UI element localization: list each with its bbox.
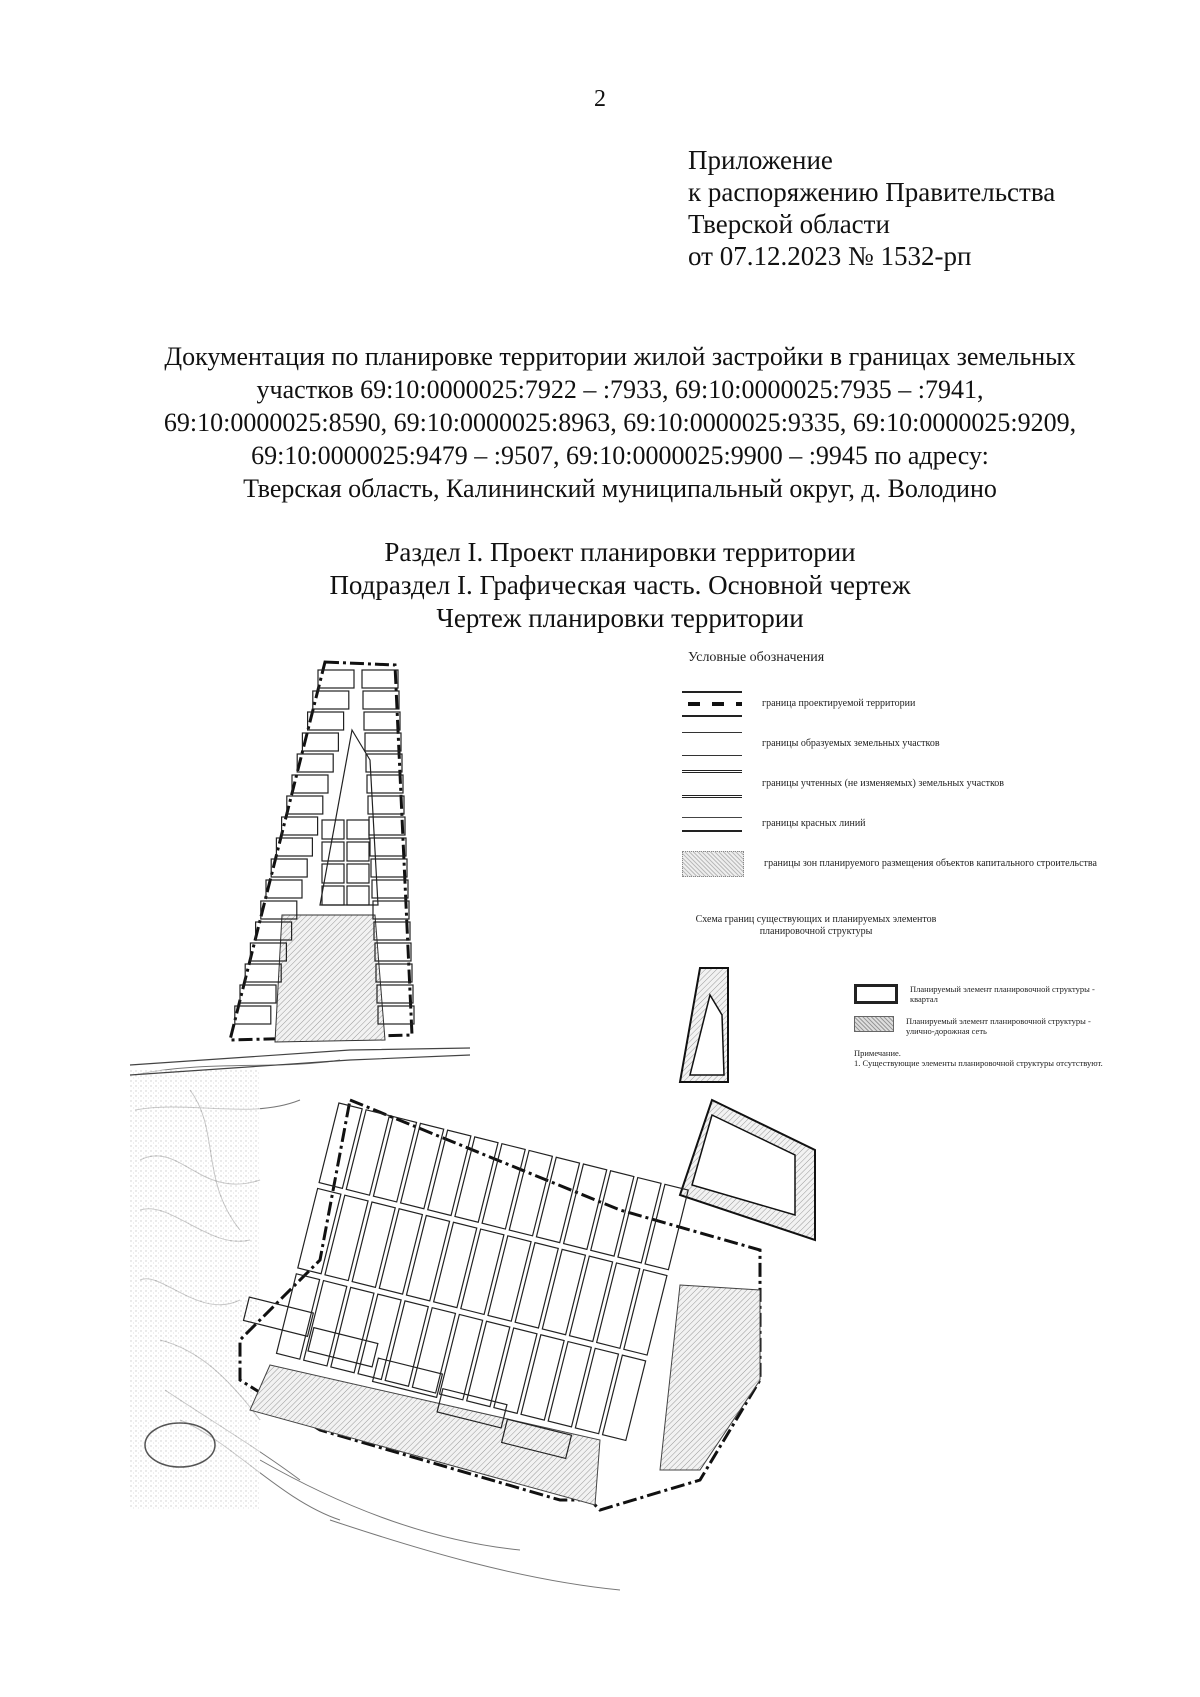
section-line: Чертеж планировки территории — [436, 603, 804, 633]
map-legend — [682, 652, 1102, 884]
scheme-legend-label: Планируемый элемент планировочной структуры - улично-дорожная сеть — [906, 1016, 1091, 1036]
legend-label: границы красных линий — [762, 818, 866, 829]
legend-item — [682, 724, 1102, 764]
scheme-note — [854, 1048, 1114, 1068]
thin-boundary-icon — [682, 732, 742, 756]
scheme-legend-item — [854, 984, 1114, 1004]
legend-item — [682, 844, 1102, 884]
section-line: Подраздел I. Графическая часть. Основной чертеж — [329, 570, 911, 600]
dashed-boundary-icon — [682, 691, 742, 717]
legend-label: граница проектируемой территории — [762, 698, 916, 709]
road — [130, 1048, 470, 1075]
section-line: Раздел I. Проект планировки территории — [384, 537, 856, 567]
street-hatch-icon — [854, 1016, 894, 1032]
appendix-line: Тверской области — [688, 209, 890, 239]
legend-label: границы зон планируемого размещения объектов капитального строительства — [764, 858, 1097, 869]
double-boundary-icon — [682, 770, 742, 798]
title-line: Документация по планировке территории жилой застройки в границах земельных — [164, 342, 1076, 371]
scheme-drawing — [680, 968, 815, 1240]
hatched-zone-icon — [682, 851, 744, 877]
appendix-line: Приложение — [688, 145, 833, 175]
block-outline-icon — [854, 984, 898, 1004]
legend-title: Условные обозначения — [688, 650, 825, 665]
title-line: участков 69:10:0000025:7922 – :7933, 69:10:0000025:7935 – :7941, — [256, 375, 984, 404]
title-line: 69:10:0000025:8590, 69:10:0000025:8963, 69:10:0000025:9335, 69:10:0000025:9209, — [163, 408, 1077, 437]
note-title: Примечание. — [854, 1048, 901, 1058]
red-line-icon — [682, 817, 742, 832]
appendix-line: к распоряжению Правительства — [688, 177, 1056, 207]
legend-label: границы учтенных (не изменяемых) земельных участков — [762, 778, 1005, 789]
legend-item — [682, 764, 1102, 804]
title-line: 69:10:0000025:9479 – :9507, 69:10:0000025:9900 – :9945 по адресу: — [251, 441, 989, 470]
scheme-legend-label: Планируемый элемент планировочной структуры - квартал — [910, 984, 1095, 1004]
page-number: 2 — [594, 86, 606, 112]
scheme-title: Схема границ существующих и планируемых элементов планировочной структуры — [695, 914, 937, 937]
scheme-legend-item — [854, 1016, 1114, 1036]
title-line: Тверская область, Калининский муниципальный округ, д. Володино — [243, 474, 997, 503]
legend-item — [682, 804, 1102, 844]
legend-label: границы образуемых земельных участков — [762, 738, 940, 749]
legend-item — [682, 684, 1102, 724]
scheme-legend — [854, 984, 1114, 1068]
appendix-line: от 07.12.2023 № 1532-рп — [688, 241, 972, 271]
note-text: 1. Существующие элементы планировочной структуры отсутствуют. — [854, 1058, 1103, 1068]
